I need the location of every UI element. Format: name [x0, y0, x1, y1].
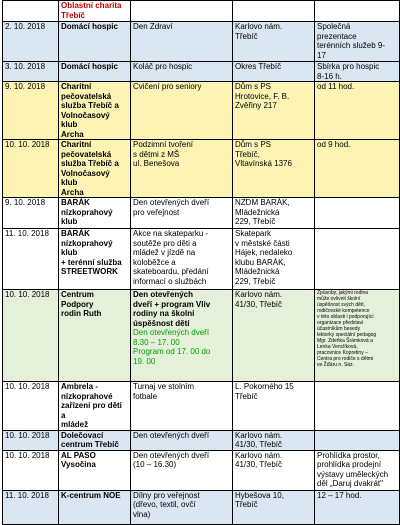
cell-text: může ovlivnit školní	[317, 296, 361, 302]
cell-text: 8.30 – 17. 00	[133, 337, 180, 347]
cell-text: klub	[61, 217, 78, 226]
cell-text: mládež	[61, 420, 89, 429]
date-cell	[3, 229, 59, 290]
cell-text: Skatepark	[235, 229, 272, 238]
event-date: 9. 10. 2018	[5, 82, 46, 91]
place-cell	[233, 1, 315, 22]
table-row	[3, 290, 400, 382]
cell-text: centrum Třebíč	[61, 440, 119, 449]
cell-text: Vysočina	[61, 460, 96, 469]
org-cell	[59, 490, 131, 524]
cell-text: úspěšnost dětí	[133, 318, 190, 328]
event-date: 10. 10. 2018	[5, 290, 50, 299]
table-row	[3, 62, 400, 82]
cell-text: vlna)	[133, 509, 151, 519]
cell-text: Třebíč	[235, 391, 258, 401]
cell-text: klubu BARÁK,	[235, 257, 286, 267]
cell-text: účastníkům besedy	[317, 326, 361, 332]
cell-text: klub	[61, 248, 78, 257]
cell-text: 8-16 h.	[317, 71, 342, 81]
event-date: 10. 10. 2018	[5, 140, 50, 149]
cell-text: Třebíč	[235, 500, 258, 509]
cell-text: (dřevo, textil, ovčí	[133, 500, 196, 509]
cell-text: informací o službách	[133, 276, 207, 286]
cell-text: v městské části	[235, 238, 290, 248]
cell-text: s dětmi z MŠ	[133, 149, 180, 159]
cell-text: AL PASO	[61, 450, 96, 460]
cell-text: ve Žďáru n. Sáz.	[317, 362, 354, 368]
cell-text: Karlovo nám.	[235, 22, 283, 31]
cell-text: Den otevřených dveří	[133, 450, 210, 460]
cell-text: K-centrum NOE	[61, 490, 121, 500]
cell-text: Způsoby, jakými rodina	[317, 290, 369, 296]
cell-text: Domácí hospic	[61, 22, 118, 31]
event-date: 11. 10. 2018	[5, 229, 49, 238]
cell-text: koloběžce a	[133, 257, 176, 267]
org-cell	[59, 229, 131, 290]
date-cell	[3, 198, 59, 229]
note-cell	[315, 290, 400, 382]
org-cell	[59, 82, 131, 140]
cell-text: nízkoprahový	[61, 207, 113, 217]
event-date: 3. 10. 2018	[5, 62, 46, 71]
event-cell	[131, 198, 233, 229]
date-cell	[3, 450, 59, 490]
table-row	[3, 82, 400, 140]
note-cell	[315, 229, 400, 290]
cell-text: Den otevřených	[133, 290, 194, 299]
events-table	[2, 0, 400, 525]
event-date: 10. 10. 2018	[5, 450, 50, 460]
cell-text: Akce na skateparku -	[133, 229, 209, 238]
cell-text: Dům s PS	[235, 82, 272, 91]
cell-text: pečovatelská	[61, 91, 112, 101]
event-date: 11. 10. 2018	[5, 490, 49, 500]
cell-text: fotbale	[133, 391, 158, 401]
cell-text: Třebíč,	[235, 149, 260, 159]
org-cell	[59, 450, 131, 490]
cell-text: v této oblasti i podporující	[317, 314, 374, 320]
cell-text: STREETWORK	[61, 267, 118, 276]
note-cell	[315, 82, 400, 140]
cell-text: Dolečovací	[61, 430, 104, 440]
cell-text: Sbírka pro hospic	[317, 62, 380, 71]
cell-text: 12 – 17 hod.	[317, 490, 362, 500]
cell-text: BARÁK	[61, 198, 90, 207]
note-cell	[315, 490, 400, 524]
cell-text: BARÁK	[61, 229, 90, 238]
cell-text: 41/30, Třebíč	[235, 299, 282, 309]
cell-text: zařízení pro děti a	[61, 401, 122, 420]
note-cell	[315, 382, 400, 431]
cell-text: lektorky speciální pedagog	[317, 332, 377, 338]
cell-text: služba Třebíč a	[61, 159, 119, 168]
event-cell	[131, 62, 233, 82]
cell-text: pracovnice Kopretiny –	[317, 350, 368, 356]
event-cell	[131, 290, 233, 382]
note-cell	[315, 450, 400, 490]
org-cell	[59, 22, 131, 62]
date-cell	[3, 82, 59, 140]
place-cell	[233, 229, 315, 290]
org-name: Třebíč	[61, 10, 86, 20]
cell-text: služba Třebíč a	[61, 101, 119, 110]
cell-text: Hájek, nedaleko	[235, 248, 293, 257]
cell-text: organizace představí	[317, 320, 364, 326]
event-cell	[131, 1, 233, 22]
cell-text: soutěže pro děti a	[133, 238, 197, 248]
date-cell	[3, 1, 59, 22]
cell-text: od 11 hod.	[317, 82, 355, 91]
cell-text: Zvěřiny 217	[235, 101, 277, 110]
cell-text: od 9 hod.	[317, 140, 351, 149]
cell-text: Volnočasový klub	[61, 110, 110, 129]
cell-text: Archa	[61, 129, 84, 139]
event-date: 9. 10. 2018	[5, 198, 46, 207]
note-cell	[315, 22, 400, 62]
place-cell	[233, 140, 315, 198]
cell-text: Volnočasový klub	[61, 168, 110, 187]
place-cell	[233, 198, 315, 229]
date-cell	[3, 382, 59, 431]
cell-text: Ambrela -	[61, 382, 98, 391]
cell-text: nízkoprahové	[61, 391, 113, 401]
date-cell	[3, 490, 59, 524]
cell-text: dveří + program Vliv	[133, 299, 211, 309]
place-cell	[233, 382, 315, 431]
cell-text: Cvičení pro seniory	[133, 82, 202, 91]
note-cell	[315, 198, 400, 229]
cell-text: ul. Benešova	[133, 159, 180, 168]
note-cell	[315, 140, 400, 198]
cell-text: Okres Třebíč	[235, 62, 282, 71]
event-cell	[131, 82, 233, 140]
cell-text: rodiny na školní	[133, 309, 195, 318]
cell-text: Třebíč	[235, 31, 258, 41]
cell-text: Karlovo nám.	[235, 290, 283, 299]
date-cell	[3, 430, 59, 450]
place-cell	[233, 450, 315, 490]
place-cell	[233, 490, 315, 524]
org-cell	[59, 290, 131, 382]
cell-text: Mládežnická	[235, 207, 280, 217]
table-row	[3, 229, 400, 290]
cell-text: Vltavínská 1376	[235, 159, 292, 168]
cell-text: prohlídka prodejní	[317, 460, 382, 469]
cell-text: 229, Třebíč	[235, 217, 276, 226]
cell-text: Centra pro rodiče s dětmi	[317, 356, 374, 362]
cell-text: 41/30, Třebíč	[235, 460, 282, 469]
cell-text: Dílny pro veřejnost	[133, 490, 200, 500]
cell-text: prezentace	[317, 31, 357, 41]
cell-text: Mgr. Zdeňka Šrámková a	[317, 338, 373, 344]
cell-text: 17	[317, 50, 326, 60]
cell-text: Mládežnická	[235, 267, 280, 276]
cell-text: (10 – 16.30)	[133, 460, 177, 469]
cell-text: 229, Třebíč	[235, 276, 276, 286]
cell-text: Karlovo nám.	[235, 450, 283, 460]
cell-text: rodin Ruth	[61, 309, 102, 318]
event-cell	[131, 490, 233, 524]
cell-text: Den otevřených dveří	[133, 198, 210, 207]
table-row	[3, 490, 400, 524]
cell-text: nízkoprahový	[61, 238, 113, 248]
org-cell	[59, 198, 131, 229]
place-cell	[233, 62, 315, 82]
cell-text: Turnaj ve stolním	[133, 382, 195, 391]
cell-text: 41/30, Třebíč	[235, 440, 282, 449]
cell-text: NZDM BARÁK,	[235, 198, 290, 207]
cell-text: mládež v jízdě na	[133, 248, 196, 257]
cell-text: Den otevřených dveří	[133, 430, 210, 440]
event-cell	[131, 22, 233, 62]
note-cell	[315, 1, 400, 22]
cell-text: Program od 17. 00 do	[133, 347, 211, 356]
table-row	[3, 450, 400, 490]
cell-text: Lenka Venclíková,	[317, 344, 358, 350]
cell-text: terénních služeb 9-	[317, 41, 386, 50]
note-cell	[315, 430, 400, 450]
cell-text: Charitní	[61, 140, 92, 149]
cell-text: Den otevřených dveří	[133, 328, 210, 337]
cell-text: Hybešova 10,	[235, 490, 284, 500]
event-date: 10. 10. 2018	[5, 430, 50, 440]
event-cell	[131, 140, 233, 198]
org-cell	[59, 140, 131, 198]
event-cell	[131, 382, 233, 431]
note-cell	[315, 62, 400, 82]
cell-text: Dům s PS	[235, 140, 272, 149]
cell-text: + terénní služba	[61, 257, 122, 267]
event-cell	[131, 450, 233, 490]
table-row	[3, 198, 400, 229]
org-cell	[59, 62, 131, 82]
cell-text: děl „Daruj dvakrát"	[317, 479, 383, 488]
event-date: 2. 10. 2018	[5, 22, 46, 31]
cell-text: Archa	[61, 187, 84, 197]
cell-text: Koláč pro hospic	[133, 62, 193, 71]
cell-text: úspěšnost svých dětí,	[317, 302, 366, 308]
place-cell	[233, 22, 315, 62]
cell-text: Prohlídka prostor,	[317, 450, 380, 460]
cell-text: 19. 00	[133, 356, 156, 366]
cell-text: výstavy uměleckých	[317, 469, 389, 479]
table-row	[3, 22, 400, 62]
cell-text: Hrotovice, F. B.	[235, 91, 290, 101]
event-cell	[131, 430, 233, 450]
cell-text: Podzimní tvoření	[133, 140, 194, 149]
cell-text: Karlovo nám.	[235, 430, 283, 440]
table-row	[3, 382, 400, 431]
date-cell	[3, 290, 59, 382]
cell-text: pro veřejnost	[133, 207, 180, 217]
date-cell	[3, 62, 59, 82]
cell-text: L. Pokorného 15	[235, 382, 294, 391]
cell-text: skateboardu, předání	[133, 267, 209, 276]
date-cell	[3, 140, 59, 198]
cell-text: Den Zdraví	[133, 22, 173, 31]
event-date: 10. 10. 2018	[5, 382, 50, 391]
org-cell	[59, 430, 131, 450]
org-cell	[59, 1, 131, 22]
cell-text: rodičovské kompetence	[317, 308, 370, 314]
date-cell	[3, 22, 59, 62]
cell-text: Charitní	[61, 82, 92, 91]
event-cell	[131, 229, 233, 290]
org-name: Oblastní charita	[61, 1, 122, 10]
cell-text: pečovatelská	[61, 149, 112, 159]
table-row	[3, 1, 400, 22]
place-cell	[233, 290, 315, 382]
cell-text: Centrum Podpory	[61, 290, 94, 309]
place-cell	[233, 430, 315, 450]
org-cell	[59, 382, 131, 431]
place-cell	[233, 82, 315, 140]
cell-text: Domácí hospic	[61, 62, 118, 71]
table-row	[3, 430, 400, 450]
table-row	[3, 140, 400, 198]
cell-text: Společná	[317, 22, 351, 31]
